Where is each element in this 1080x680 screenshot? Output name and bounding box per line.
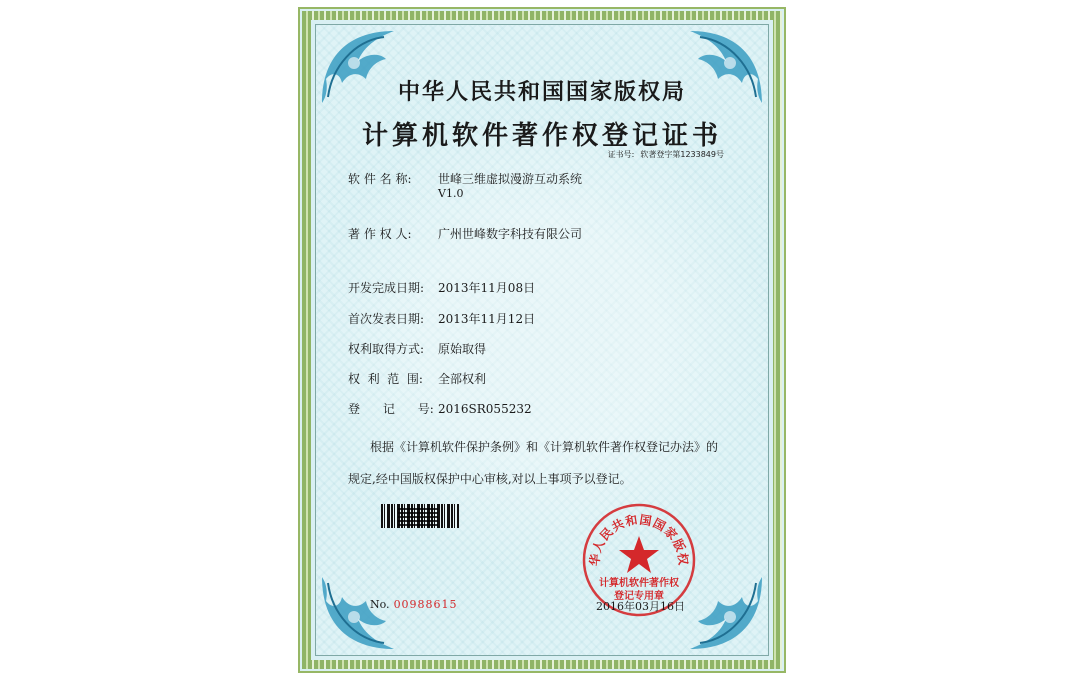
field-value: 2013年11月12日 bbox=[438, 312, 536, 326]
field-value: 全部权利 bbox=[438, 372, 487, 386]
serial-value: 00988615 bbox=[393, 598, 458, 611]
certificate-number-label: 证书号: bbox=[607, 150, 635, 159]
field-copyright-owner bbox=[348, 225, 582, 242]
seal-center-line-2: 登记专用章 bbox=[614, 591, 664, 602]
field-value: 世峰三维虚拟漫游互动系统 bbox=[438, 172, 583, 186]
corner-ornament-icon bbox=[686, 573, 766, 653]
issue-date: 2016年03月16日 bbox=[596, 600, 685, 613]
seal-center-line-1: 计算机软件著作权 bbox=[599, 578, 679, 589]
field-label: 软 件 名 称: bbox=[348, 172, 412, 186]
field-label: 登 记 号: bbox=[348, 402, 434, 416]
field-value: 原始取得 bbox=[438, 342, 487, 356]
issuer-title: 中华人民共和国国家版权局 bbox=[397, 80, 686, 105]
corner-ornament-icon bbox=[318, 573, 398, 653]
statement-line-1: 根据《计算机软件保护条例》和《计算机软件著作权登记办法》的 bbox=[370, 440, 719, 454]
field-value: 2013年11月08日 bbox=[438, 281, 536, 295]
field-label: 权利取得方式: bbox=[348, 342, 425, 356]
certificate bbox=[298, 7, 786, 673]
field-rights-scope bbox=[348, 370, 486, 387]
field-publication-date bbox=[348, 310, 535, 327]
serial-label: No. bbox=[370, 598, 390, 611]
certificate-number-value: 软著登字第1233849号 bbox=[640, 150, 724, 159]
field-development-date bbox=[348, 279, 535, 296]
field-label: 著 作 权 人: bbox=[348, 227, 412, 241]
field-value: 2016SR055232 bbox=[438, 402, 532, 416]
field-value: 广州世峰数字科技有限公司 bbox=[438, 227, 583, 241]
field-acquisition-method bbox=[348, 340, 486, 357]
field-label: 首次发表日期: bbox=[348, 312, 425, 326]
field-label: 开发完成日期: bbox=[348, 281, 425, 295]
field-registration-number bbox=[348, 400, 532, 417]
serial-number bbox=[370, 598, 458, 611]
field-software-name bbox=[348, 170, 582, 187]
seal-ring-text: 华人民共和国国家版权 bbox=[587, 512, 691, 567]
certificate-title: 计算机软件著作权登记证书 bbox=[361, 121, 722, 151]
statement-line-2: 规定,经中国版权保护中心审核,对以上事项予以登记。 bbox=[348, 472, 632, 486]
software-version: V1.0 bbox=[438, 187, 464, 200]
field-label: 权 利 范 围: bbox=[348, 372, 423, 386]
certificate-number bbox=[602, 149, 724, 160]
barcode-icon bbox=[381, 504, 459, 528]
